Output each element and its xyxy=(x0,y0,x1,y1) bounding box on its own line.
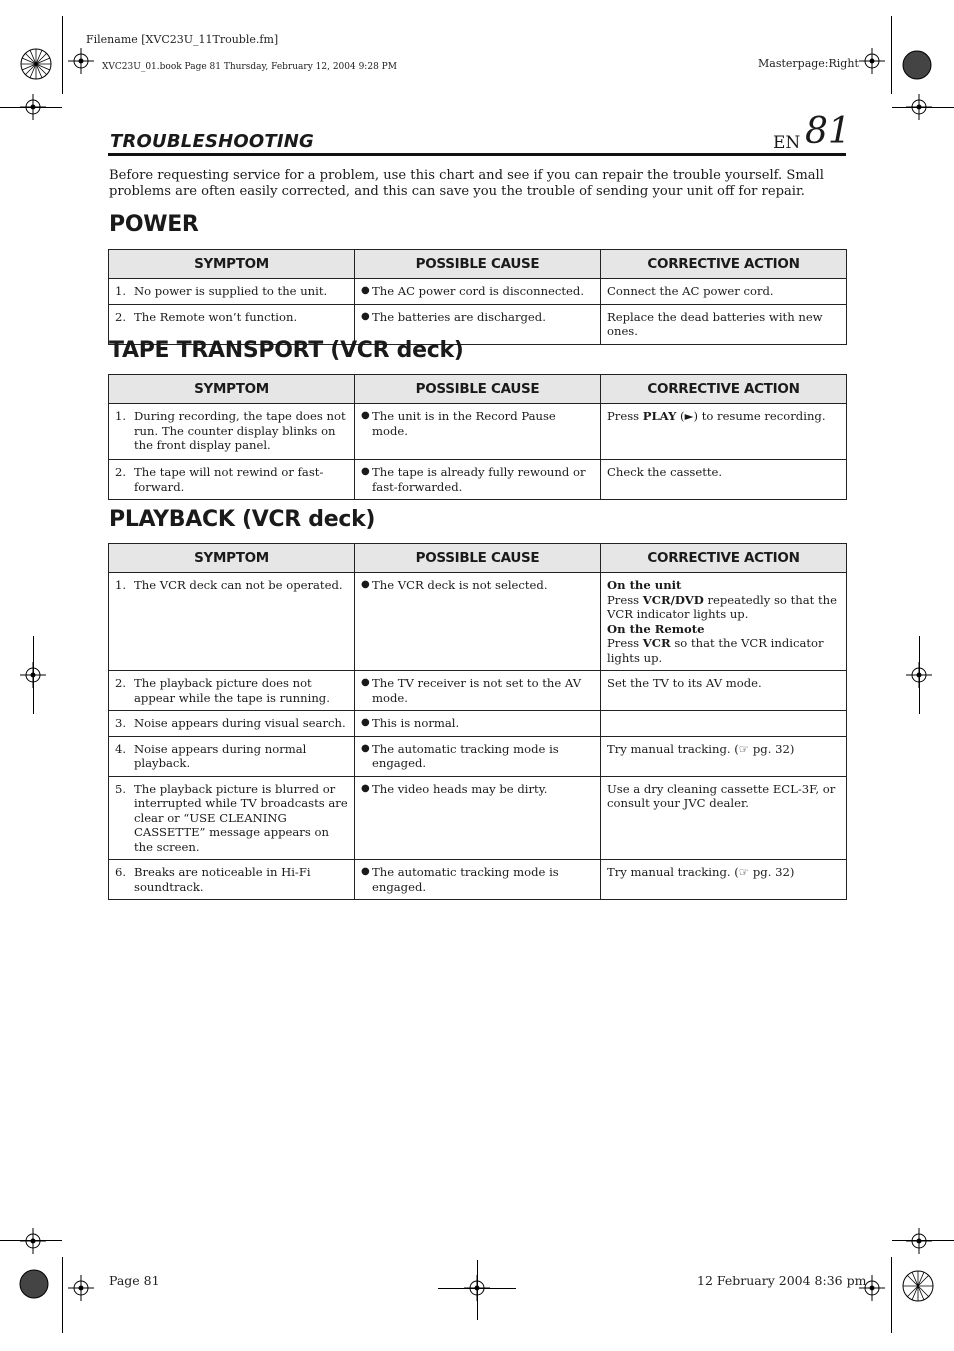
table-row xyxy=(109,460,847,500)
footer-page-label: Page 81 xyxy=(109,1273,160,1288)
action-text: Press xyxy=(607,592,643,607)
symptom-cell xyxy=(109,671,355,711)
action-text: (►) to resume recording. xyxy=(676,409,826,423)
symptom-cell xyxy=(109,860,355,900)
bullet-icon: ● xyxy=(361,717,370,728)
row-number: 3. xyxy=(115,716,127,730)
symptom-text: The Remote won’t function. xyxy=(134,309,298,324)
symptom-text: The VCR deck can not be operated. xyxy=(134,578,343,592)
bullet-icon: ● xyxy=(361,866,370,877)
column-header-cause: POSSIBLE CAUSE xyxy=(355,250,601,279)
bullet-icon: ● xyxy=(361,579,370,590)
tape-transport-table xyxy=(108,374,847,500)
color-dot-icon xyxy=(16,1266,52,1302)
language-code: EN xyxy=(773,133,801,153)
bullet-icon: ● xyxy=(361,782,370,794)
symptom-text: Noise appears during visual search. xyxy=(134,716,346,730)
book-info-label: XVC23U_01.book Page 81 Thursday, February 12, 2004 9:28 PM xyxy=(102,62,397,72)
bullet-icon: ● xyxy=(361,285,370,296)
section-title-playback: PLAYBACK (VCR deck) xyxy=(109,507,376,532)
bullet-icon: ● xyxy=(361,410,370,421)
masterpage-label: Masterpage:Right xyxy=(758,57,859,70)
symptom-text: During recording, the tape does not run. The counter display blinks on the front display panel. xyxy=(134,409,346,452)
symptom-cell xyxy=(109,279,355,305)
color-dot-icon xyxy=(900,48,934,82)
filename-label: Filename [XVC23U_11Trouble.fm] xyxy=(86,33,279,46)
section-title-tape-transport: TAPE TRANSPORT (VCR deck) xyxy=(109,338,464,363)
cause-cell xyxy=(355,671,601,711)
cause-text: The AC power cord is disconnected. xyxy=(372,284,585,298)
vcr-key-label: VCR xyxy=(642,636,671,650)
playback-table xyxy=(108,543,847,900)
row-number: 2. xyxy=(115,465,127,479)
symptom-text: No power is supplied to the unit. xyxy=(134,284,328,298)
column-header-action: CORRECTIVE ACTION xyxy=(601,544,847,573)
intro-paragraph: Before requesting service for a problem, use this chart and see if you can repair the trouble yourself. Small problems are often easily corrected, and this can save you the trouble of sending your unit off for repair. xyxy=(109,168,824,199)
table-row xyxy=(109,404,847,460)
column-header-cause: POSSIBLE CAUSE xyxy=(355,375,601,404)
action-text: repeatedly so that the VCR indicator lights up. xyxy=(607,592,837,621)
cause-cell xyxy=(355,860,601,900)
crosshair-icon xyxy=(68,1275,94,1301)
cause-cell xyxy=(355,279,601,305)
action-cell xyxy=(601,573,847,671)
symptom-cell xyxy=(109,776,355,860)
row-number: 2. xyxy=(115,676,127,690)
cause-text: The unit is in the Record Pause mode. xyxy=(372,409,556,438)
action-text: so that the VCR indicator lights up. xyxy=(607,636,824,665)
bullet-icon: ● xyxy=(361,677,370,688)
cause-cell xyxy=(355,460,601,500)
cause-cell xyxy=(355,573,601,671)
symptom-cell xyxy=(109,404,355,460)
table-header-row xyxy=(109,544,847,573)
table-row xyxy=(109,573,847,671)
action-cell: Set the TV to its AV mode. xyxy=(601,671,847,711)
action-cell: Use a dry cleaning cassette ECL-3F, or consult your JVC dealer. xyxy=(601,776,847,860)
symptom-text: The tape will not rewind or fast-forward. xyxy=(134,465,324,494)
symptom-cell xyxy=(109,711,355,737)
cause-text: This is normal. xyxy=(372,716,460,730)
play-key-label: PLAY xyxy=(642,409,677,423)
column-header-symptom: SYMPTOM xyxy=(109,544,355,573)
symptom-text: Noise appears during normal playback. xyxy=(134,741,307,770)
symptom-cell xyxy=(109,460,355,500)
column-header-action: CORRECTIVE ACTION xyxy=(601,375,847,404)
row-number: 5. xyxy=(115,781,127,796)
bullet-icon: ● xyxy=(361,310,370,322)
cause-cell xyxy=(355,776,601,860)
row-number: 4. xyxy=(115,741,127,756)
column-header-action: CORRECTIVE ACTION xyxy=(601,250,847,279)
cause-text: The video heads may be dirty. xyxy=(372,781,548,796)
cause-text: The automatic tracking mode is engaged. xyxy=(372,865,559,894)
action-cell: Try manual tracking. (☞ pg. 32) xyxy=(601,860,847,900)
row-number: 1. xyxy=(115,578,127,592)
bullet-icon: ● xyxy=(361,742,370,754)
table-row xyxy=(109,776,847,860)
crosshair-icon xyxy=(906,1228,932,1254)
bullet-icon: ● xyxy=(361,466,370,477)
header-rule xyxy=(108,153,846,156)
action-subheading: On the unit xyxy=(607,578,682,592)
row-number: 6. xyxy=(115,865,127,879)
table-row xyxy=(109,711,847,737)
symptom-cell xyxy=(109,736,355,776)
cause-cell xyxy=(355,736,601,776)
page-title: TROUBLESHOOTING xyxy=(110,131,314,152)
symptom-cell xyxy=(109,573,355,671)
row-number: 1. xyxy=(115,284,127,298)
action-cell: Connect the AC power cord. xyxy=(601,279,847,305)
action-subheading: On the Remote xyxy=(607,621,705,636)
cause-text: The tape is already fully rewound or fast-forwarded. xyxy=(372,465,586,494)
crosshair-icon xyxy=(68,48,94,74)
crosshair-icon xyxy=(20,1228,46,1254)
row-number: 2. xyxy=(115,309,127,324)
section-title-power: POWER xyxy=(109,212,199,237)
table-row xyxy=(109,671,847,711)
action-cell xyxy=(601,404,847,460)
cause-text: The batteries are discharged. xyxy=(372,309,546,324)
column-header-symptom: SYMPTOM xyxy=(109,250,355,279)
row-number: 1. xyxy=(115,409,127,423)
column-header-symptom: SYMPTOM xyxy=(109,375,355,404)
cause-cell xyxy=(355,711,601,737)
cause-text: The TV receiver is not set to the AV mode. xyxy=(372,676,582,705)
symptom-text: The playback picture does not appear while the tape is running. xyxy=(134,676,330,705)
column-header-cause: POSSIBLE CAUSE xyxy=(355,544,601,573)
table-row xyxy=(109,860,847,900)
action-cell: Try manual tracking. (☞ pg. 32) xyxy=(601,736,847,776)
power-table xyxy=(108,249,847,345)
action-cell xyxy=(601,711,847,737)
symptom-text: Breaks are noticeable in Hi-Fi soundtrack. xyxy=(134,865,311,894)
page-number: 81 xyxy=(805,111,851,152)
table-row xyxy=(109,736,847,776)
crosshair-icon xyxy=(859,48,885,74)
footer-date-label: 12 February 2004 8:36 pm xyxy=(697,1273,867,1288)
cause-text: The automatic tracking mode is engaged. xyxy=(372,741,559,770)
symptom-text: The playback picture is blurred or interrupted while TV broadcasts are clear or “USE CLEANING CASSETTE” message appears on the screen. xyxy=(134,781,348,854)
cause-text: The VCR deck is not selected. xyxy=(372,578,548,592)
table-header-row xyxy=(109,375,847,404)
vcr-dvd-key-label: VCR/DVD xyxy=(642,592,704,607)
table-header-row xyxy=(109,250,847,279)
table-row xyxy=(109,279,847,305)
action-text: Press xyxy=(607,409,643,423)
action-cell: Replace the dead batteries with new ones. xyxy=(601,304,847,344)
action-text: Press xyxy=(607,636,643,650)
cause-cell xyxy=(355,404,601,460)
action-cell: Check the cassette. xyxy=(601,460,847,500)
registration-target-icon xyxy=(16,44,56,84)
registration-target-icon xyxy=(898,1266,938,1306)
